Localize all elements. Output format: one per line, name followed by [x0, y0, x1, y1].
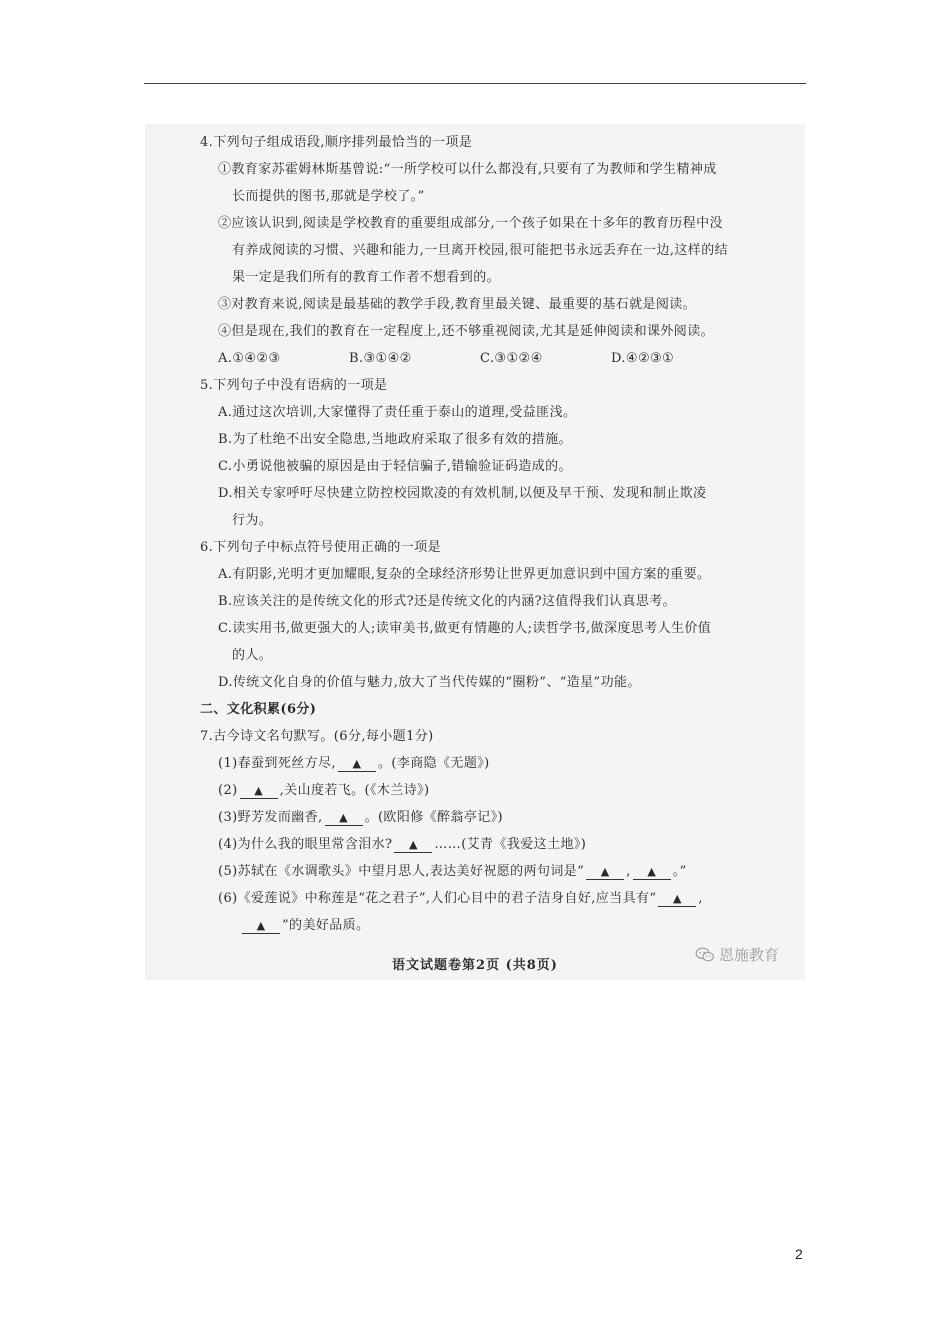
q7-3-suffix: 。(欧阳修《醉翁亭记》) [364, 810, 504, 825]
q4-sentence-4: ④但是现在,我们的教育在一定程度上,还不够重视阅读,尤其是延伸阅读和课外阅读。 [218, 324, 714, 339]
q6-option-b: B.应该关注的是传统文化的形式?还是传统文化的内涵?这值得我们认真思考。 [218, 594, 677, 609]
q5-option-b: B.为了杜绝不出安全隐患,当地政府采取了很多有效的措施。 [218, 432, 573, 447]
q7-item-6-cont [240, 917, 369, 935]
answer-blank[interactable]: ▲ [242, 919, 280, 934]
q7-4-prefix: (4)为什么我的眼里常含泪水? [218, 837, 393, 852]
q4-option-a: A.①④②③ [218, 351, 281, 366]
answer-blank[interactable]: ▲ [240, 784, 278, 799]
q7-6-prefix: (6)《爱莲说》中称莲是“花之君子”,人们心目中的君子洁身自好,应当具有“ [218, 891, 657, 906]
q7-3-prefix: (3)野芳发而幽香, [218, 810, 323, 825]
q6-option-c-line2: 的人。 [232, 648, 273, 663]
answer-blank[interactable]: ▲ [586, 865, 624, 880]
q7-4-suffix: ……(艾青《我爱这土地》) [434, 837, 587, 852]
q4-option-c: C.③①②④ [480, 351, 543, 366]
q7-5-sep: , [626, 864, 631, 879]
answer-blank[interactable]: ▲ [325, 811, 363, 826]
q4-sentence-2c: 果一定是我们所有的教育工作者不想看到的。 [232, 270, 501, 285]
q7-item-5 [218, 863, 687, 881]
q7-1-suffix: 。(李商隐《无题》) [377, 756, 490, 771]
page-footer: 语文试题卷第2页 (共8页) [392, 958, 558, 973]
q5-option-c: C.小勇说他被骗的原因是由于轻信骗子,错输验证码造成的。 [218, 459, 572, 474]
q6-option-a: A.有阴影,光明才更加耀眼,复杂的全球经济形势让世界更加意识到中国方案的重要。 [218, 567, 711, 582]
q7-item-1 [218, 755, 490, 773]
q4-option-b: B.③①④② [349, 351, 412, 366]
answer-blank[interactable]: ▲ [658, 892, 696, 907]
q7-5-suffix: 。” [672, 864, 687, 879]
answer-blank[interactable]: ▲ [338, 757, 376, 772]
q6-title: 6.下列句子中标点符号使用正确的一项是 [200, 540, 442, 555]
q6-option-c-line1: C.读实用书,做更强大的人;读审美书,做更有情趣的人;读哲学书,做深度思考人生价值 [218, 621, 712, 636]
watermark-text: 恩施教育 [719, 946, 780, 964]
q7-item-3 [218, 809, 503, 827]
q4-option-d: D.④②③① [611, 351, 675, 366]
q4-sentence-1b: 长而提供的图书,那就是学校了。” [232, 189, 425, 204]
q7-item-6 [218, 890, 703, 908]
page-number: 2 [795, 1246, 803, 1262]
q7-item-4 [218, 836, 586, 854]
watermark [695, 944, 779, 965]
q7-6-suffix: ”的美好品质。 [282, 918, 370, 933]
q7-2-prefix: (2) [218, 783, 238, 798]
q4-sentence-2a: ②应该认识到,阅读是学校教育的重要组成部分,一个孩子如果在十多年的教育历程中没 [218, 216, 723, 231]
q7-2-suffix: ,关山度若飞。(《木兰诗》) [279, 783, 430, 798]
q5-option-a: A.通过这次培训,大家懂得了责任重于泰山的道理,受益匪浅。 [218, 405, 577, 420]
section-heading: 二、文化积累(6分) [200, 702, 317, 717]
q6-option-d: D.传统文化自身的价值与魅力,放大了当代传媒的“圈粉”、“造星”功能。 [218, 675, 641, 690]
answer-blank[interactable]: ▲ [394, 838, 432, 853]
q7-1-prefix: (1)春蚕到死丝方尽, [218, 756, 336, 771]
q4-options [218, 350, 742, 368]
q4-sentence-3: ③对教育来说,阅读是最基础的教学手段,教育里最关键、最重要的基石就是阅读。 [218, 297, 697, 312]
q5-title: 5.下列句子中没有语病的一项是 [200, 378, 388, 393]
q5-option-d-line1: D.相关专家呼吁尽快建立防控校园欺凌的有效机制,以便及早干预、发现和制止欺凌 [218, 486, 707, 501]
q7-item-2 [218, 782, 430, 800]
q7-5-prefix: (5)苏轼在《水调歌头》中望月思人,表达美好祝愿的两句词是“ [218, 864, 585, 879]
q4-title: 4.下列句子组成语段,顺序排列最恰当的一项是 [200, 135, 473, 150]
q7-6-sep: , [698, 891, 703, 906]
top-rule [144, 83, 806, 84]
q7-title: 7.古今诗文名句默写。(6分,每小题1分) [200, 729, 434, 744]
wechat-icon [695, 947, 715, 963]
q5-option-d-line2: 行为。 [232, 513, 273, 528]
q4-sentence-2b: 有养成阅读的习惯、兴趣和能力,一旦离开校园,很可能把书永远丢弃在一边,这样的结 [232, 243, 728, 258]
q4-sentence-1a: ①教育家苏霍姆林斯基曾说:“一所学校可以什么都没有,只要有了为教师和学生精神成 [218, 162, 717, 177]
answer-blank[interactable]: ▲ [633, 865, 671, 880]
